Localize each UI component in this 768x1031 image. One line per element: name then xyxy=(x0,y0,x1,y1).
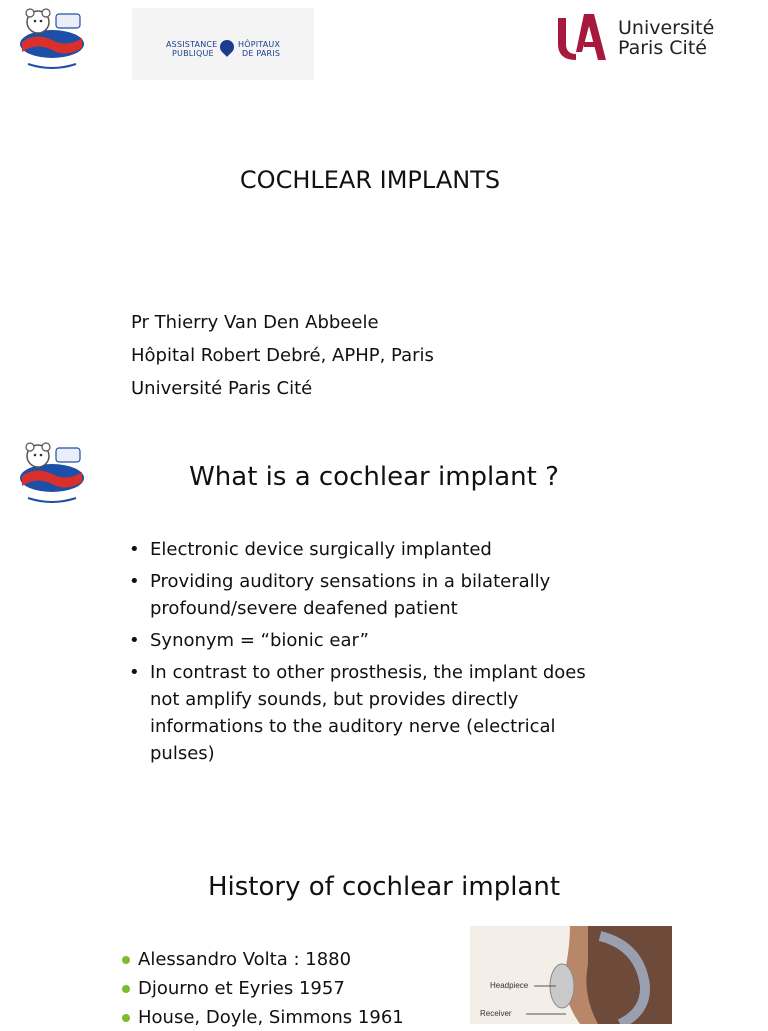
headpiece-label: Headpiece xyxy=(490,981,529,990)
author-line-university: Université Paris Cité xyxy=(131,378,313,399)
author-line-hospital: Hôpital Robert Debré, APHP, Paris xyxy=(131,345,434,366)
university-name-line1: Université xyxy=(618,17,715,39)
aphp-logo-line4: DE PARIS xyxy=(242,49,281,58)
bullet-item: • Providing auditory sensations in a bilaterally profound/severe deafened patient xyxy=(150,568,610,622)
bullet-item: • Electronic device surgically implanted xyxy=(150,536,610,563)
history-bullet-list xyxy=(138,946,458,1031)
aphp-logo-line3: HÔPITAUX xyxy=(238,40,281,49)
slide-title: History of cochlear implant xyxy=(207,872,561,902)
title-slide xyxy=(0,0,768,416)
university-name-line2: Paris Cité xyxy=(618,37,707,59)
aphp-heart-icon xyxy=(217,37,237,57)
history-bullet-item: House, Doyle, Simmons 1961 xyxy=(138,1004,458,1031)
aphp-logo-line1: ASSISTANCE xyxy=(166,40,218,49)
university-emblem-icon xyxy=(554,12,608,62)
aphp-logo xyxy=(132,8,314,80)
cochlear-implant-diagram xyxy=(470,926,672,1024)
bullet-item: • In contrast to other prosthesis, the implant does not amplify sounds, but provides directly informations to the auditory nerve (electrical pulses) xyxy=(150,659,610,767)
history-bullet-item: Djourno et Eyries 1957 xyxy=(138,975,458,1002)
universite-paris-cite-logo xyxy=(554,12,724,64)
definition-bullet-list xyxy=(150,536,610,767)
slide-title: COCHLEAR IMPLANTS xyxy=(239,166,501,194)
history-bullet-item: Alessandro Volta : 1880 xyxy=(138,946,458,973)
aphp-logo-line2: PUBLIQUE xyxy=(172,49,214,58)
definition-slide xyxy=(0,416,768,836)
receiver-label: Receiver xyxy=(480,1009,512,1018)
slide-title: What is a cochlear implant ? xyxy=(189,462,559,492)
bullet-item: • Synonym = “bionic ear” xyxy=(150,627,610,654)
author-line-name: Pr Thierry Van Den Abbeele xyxy=(131,312,379,333)
hospital-bear-logo xyxy=(16,6,88,76)
